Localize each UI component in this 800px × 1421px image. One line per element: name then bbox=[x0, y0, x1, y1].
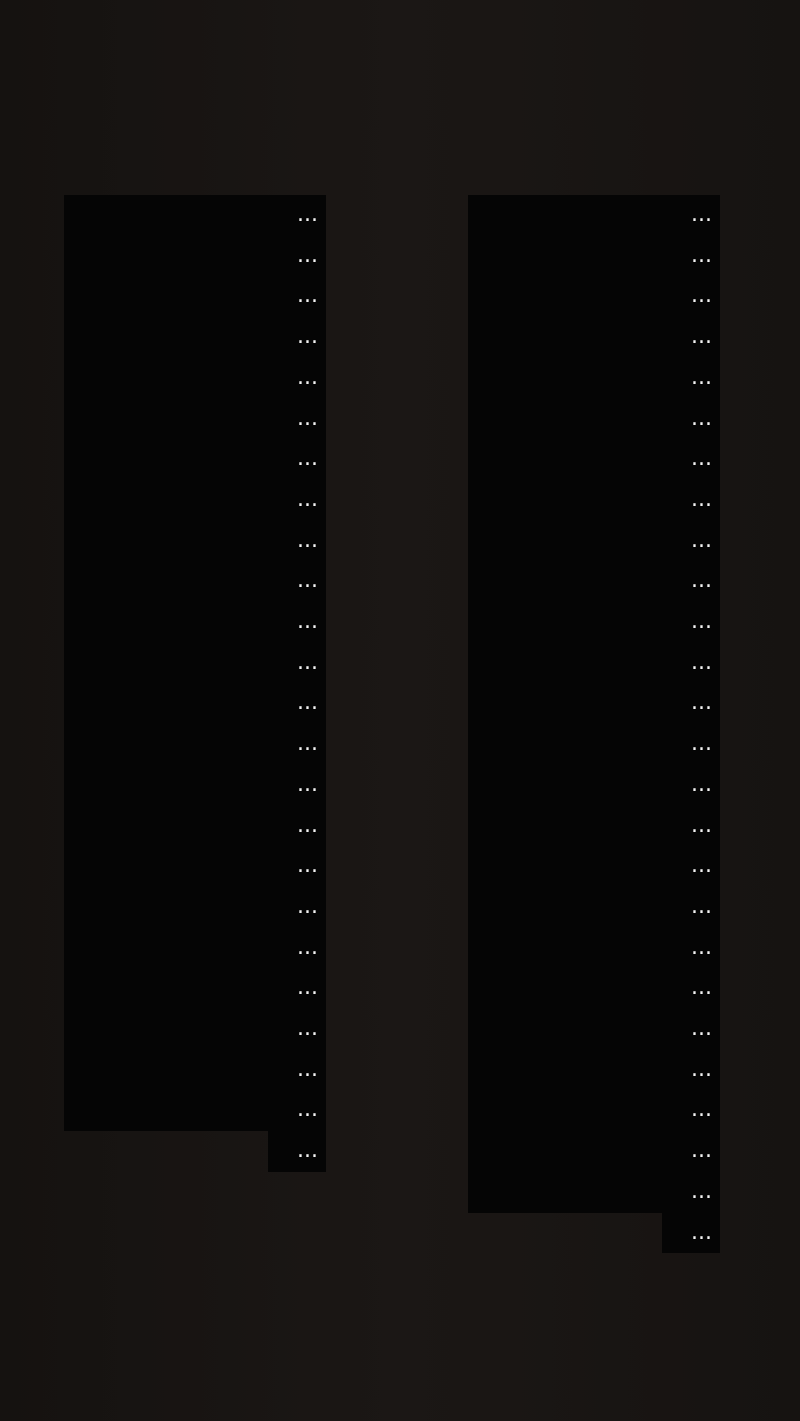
text-line: ... bbox=[64, 683, 326, 724]
text-line: ... bbox=[64, 928, 326, 969]
text-line: ... bbox=[468, 1050, 720, 1091]
text-line: ... bbox=[468, 683, 720, 724]
text-line: ... bbox=[468, 561, 720, 602]
text-line: ... bbox=[64, 317, 326, 358]
text-line: ... bbox=[468, 643, 720, 684]
text-line: ... bbox=[64, 1050, 326, 1091]
text-line: ... bbox=[468, 968, 720, 1009]
text-line: ... bbox=[468, 480, 720, 521]
text-line: ... bbox=[468, 806, 720, 847]
text-line: ... bbox=[64, 846, 326, 887]
text-line: ... bbox=[64, 236, 326, 277]
text-line: ... bbox=[468, 317, 720, 358]
text-line: ... bbox=[64, 439, 326, 480]
text-line: ... bbox=[64, 521, 326, 562]
text-line: ... bbox=[64, 1009, 326, 1050]
text-line: ... bbox=[468, 358, 720, 399]
text-column-left bbox=[64, 195, 326, 1172]
text-line: ... bbox=[468, 724, 720, 765]
text-line: ... bbox=[64, 724, 326, 765]
text-line: ... bbox=[64, 399, 326, 440]
text-line: ... bbox=[64, 195, 326, 236]
text-line: ... bbox=[468, 439, 720, 480]
text-line: ... bbox=[64, 358, 326, 399]
text-line: ... bbox=[468, 846, 720, 887]
text-line: ... bbox=[468, 765, 720, 806]
text-column-right bbox=[468, 195, 720, 1253]
text-line: ... bbox=[468, 236, 720, 277]
text-line: ... bbox=[64, 968, 326, 1009]
text-line: ... bbox=[64, 276, 326, 317]
text-line: ... bbox=[64, 806, 326, 847]
text-line: ... bbox=[468, 521, 720, 562]
text-line: ... bbox=[468, 195, 720, 236]
text-line: ... bbox=[662, 1213, 720, 1254]
text-line: ... bbox=[64, 643, 326, 684]
text-line: ... bbox=[468, 276, 720, 317]
text-line: ... bbox=[468, 887, 720, 928]
text-line: ... bbox=[64, 561, 326, 602]
text-line: ... bbox=[64, 765, 326, 806]
text-line: ... bbox=[64, 480, 326, 521]
text-line: ... bbox=[468, 1131, 720, 1172]
text-line: ... bbox=[468, 1009, 720, 1050]
text-line: ... bbox=[468, 928, 720, 969]
text-line: ... bbox=[468, 602, 720, 643]
text-line: ... bbox=[468, 1172, 720, 1213]
text-line: ... bbox=[64, 887, 326, 928]
text-line: ... bbox=[268, 1131, 326, 1172]
text-line: ... bbox=[64, 602, 326, 643]
text-line: ... bbox=[468, 1090, 720, 1131]
text-line: ... bbox=[64, 1090, 326, 1131]
text-line: ... bbox=[468, 399, 720, 440]
